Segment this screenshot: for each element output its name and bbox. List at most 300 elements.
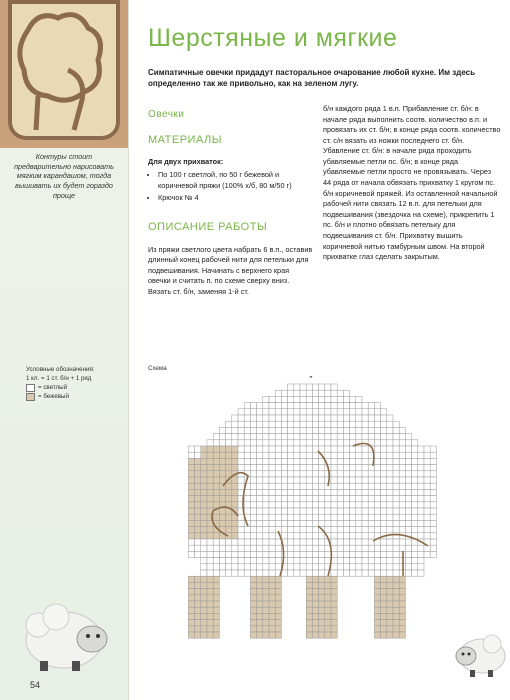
chart-stitch-cell <box>306 471 312 477</box>
chart-stitch-cell <box>269 527 275 533</box>
chart-stitch-cell <box>226 545 232 551</box>
chart-stitch-cell <box>362 520 368 526</box>
chart-stitch-cell <box>381 434 387 440</box>
chart-stitch-cell <box>312 595 318 601</box>
chart-stitch-cell <box>356 483 362 489</box>
chart-stitch-cell <box>275 483 281 489</box>
chart-stitch-cell <box>281 570 287 576</box>
chart-stitch-cell <box>356 520 362 526</box>
chart-stitch-cell <box>405 539 411 545</box>
chart-stitch-cell <box>405 471 411 477</box>
chart-stitch-cell <box>207 477 213 483</box>
chart-stitch-cell <box>238 558 244 564</box>
chart-stitch-cell <box>257 477 263 483</box>
chart-stitch-cell <box>356 458 362 464</box>
chart-stitch-cell <box>362 483 368 489</box>
chart-stitch-cell <box>362 452 368 458</box>
chart-stitch-cell <box>350 551 356 557</box>
chart-stitch-cell <box>331 390 337 396</box>
chart-stitch-cell <box>356 477 362 483</box>
chart-stitch-cell <box>238 477 244 483</box>
chart-stitch-cell <box>337 403 343 409</box>
chart-stitch-cell <box>188 502 194 508</box>
chart-stitch-cell <box>300 446 306 452</box>
chart-stitch-cell <box>263 514 269 520</box>
chart-stitch-cell <box>263 607 269 613</box>
chart-stitch-cell <box>412 458 418 464</box>
chart-stitch-cell <box>350 477 356 483</box>
chart-stitch-cell <box>294 471 300 477</box>
chart-stitch-cell <box>238 564 244 570</box>
chart-stitch-cell <box>412 440 418 446</box>
chart-stitch-cell <box>430 471 436 477</box>
chart-stitch-cell <box>325 514 331 520</box>
chart-stitch-cell <box>356 496 362 502</box>
chart-stitch-cell <box>319 440 325 446</box>
chart-stitch-cell <box>250 508 256 514</box>
chart-stitch-cell <box>263 434 269 440</box>
chart-stitch-cell <box>331 489 337 495</box>
chart-stitch-cell <box>207 607 213 613</box>
chart-stitch-cell <box>269 403 275 409</box>
chart-stitch-cell <box>263 421 269 427</box>
chart-stitch-cell <box>381 446 387 452</box>
chart-stitch-cell <box>263 533 269 539</box>
chart-stitch-cell <box>418 446 424 452</box>
chart-stitch-cell <box>201 551 207 557</box>
chart-stitch-cell <box>219 427 225 433</box>
chart-stitch-cell <box>387 564 393 570</box>
chart-stitch-cell <box>350 452 356 458</box>
chart-stitch-cell <box>244 558 250 564</box>
chart-stitch-cell <box>263 483 269 489</box>
chart-stitch-cell <box>337 446 343 452</box>
chart-stitch-cell <box>294 508 300 514</box>
chart-stitch-cell <box>374 613 380 619</box>
chart-stitch-cell <box>263 576 269 582</box>
chart-stitch-cell <box>387 632 393 638</box>
chart-stitch-cell <box>288 527 294 533</box>
chart-stitch-cell <box>362 570 368 576</box>
chart-stitch-cell <box>244 403 250 409</box>
chart-stitch-cell <box>244 409 250 415</box>
chart-stitch-cell <box>325 403 331 409</box>
chart-stitch-cell <box>374 415 380 421</box>
chart-stitch-cell <box>374 582 380 588</box>
chart-stitch-cell <box>201 626 207 632</box>
chart-stitch-cell <box>188 632 194 638</box>
chart-stitch-cell <box>412 489 418 495</box>
chart-stitch-cell <box>424 527 430 533</box>
chart-stitch-cell <box>238 434 244 440</box>
chart-stitch-cell <box>238 533 244 539</box>
chart-stitch-cell <box>312 384 318 390</box>
chart-stitch-cell <box>275 589 281 595</box>
chart-stitch-cell <box>325 601 331 607</box>
chart-stitch-cell <box>281 434 287 440</box>
chart-stitch-cell <box>294 539 300 545</box>
chart-stitch-cell <box>306 545 312 551</box>
chart-stitch-cell <box>207 502 213 508</box>
chart-stitch-cell <box>356 551 362 557</box>
chart-stitch-cell <box>381 452 387 458</box>
chart-stitch-cell <box>257 601 263 607</box>
chart-stitch-cell <box>201 489 207 495</box>
chart-stitch-cell <box>374 564 380 570</box>
chart-stitch-cell <box>381 421 387 427</box>
chart-stitch-cell <box>418 489 424 495</box>
chart-stitch-cell <box>238 551 244 557</box>
chart-stitch-cell <box>325 607 331 613</box>
chart-stitch-cell <box>213 558 219 564</box>
chart-stitch-cell <box>226 421 232 427</box>
chart-stitch-cell <box>275 421 281 427</box>
chart-stitch-cell <box>319 601 325 607</box>
chart-stitch-cell <box>269 576 275 582</box>
chart-stitch-cell <box>269 421 275 427</box>
chart-stitch-cell <box>288 384 294 390</box>
chart-stitch-cell <box>294 489 300 495</box>
chart-stitch-cell <box>387 434 393 440</box>
chart-stitch-cell <box>257 545 263 551</box>
chart-stitch-cell <box>195 582 201 588</box>
chart-stitch-cell <box>269 489 275 495</box>
chart-stitch-cell <box>250 452 256 458</box>
chart-stitch-cell <box>418 508 424 514</box>
chart-stitch-cell <box>337 458 343 464</box>
chart-stitch-cell <box>381 520 387 526</box>
chart-stitch-cell <box>207 545 213 551</box>
chart-stitch-cell <box>374 595 380 601</box>
chart-stitch-cell <box>288 446 294 452</box>
chart-stitch-cell <box>337 539 343 545</box>
chart-stitch-cell <box>263 601 269 607</box>
chart-stitch-cell <box>250 502 256 508</box>
chart-stitch-cell <box>393 434 399 440</box>
chart-stitch-cell <box>300 415 306 421</box>
chart-stitch-cell <box>188 520 194 526</box>
chart-stitch-cell <box>269 458 275 464</box>
chart-stitch-cell <box>238 465 244 471</box>
chart-stitch-cell <box>312 607 318 613</box>
chart-stitch-cell <box>362 502 368 508</box>
chart-stitch-cell <box>195 632 201 638</box>
chart-stitch-cell <box>418 564 424 570</box>
materials-heading: МАТЕРИАЛЫ <box>148 133 222 146</box>
chart-stitch-cell <box>269 595 275 601</box>
chart-stitch-cell <box>201 607 207 613</box>
chart-stitch-cell <box>188 607 194 613</box>
chart-stitch-cell <box>319 384 325 390</box>
chart-stitch-cell <box>306 539 312 545</box>
chart-stitch-cell <box>319 489 325 495</box>
chart-stitch-cell <box>325 496 331 502</box>
chart-stitch-cell <box>374 558 380 564</box>
chart-stitch-cell <box>374 626 380 632</box>
chart-stitch-cell <box>207 452 213 458</box>
chart-stitch-cell <box>219 452 225 458</box>
chart-stitch-cell <box>257 613 263 619</box>
chart-stitch-cell <box>244 458 250 464</box>
chart-stitch-cell <box>399 520 405 526</box>
chart-stitch-cell <box>294 558 300 564</box>
chart-stitch-cell <box>387 589 393 595</box>
chart-stitch-cell <box>226 471 232 477</box>
chart-stitch-cell <box>207 527 213 533</box>
chart-stitch-cell <box>263 595 269 601</box>
chart-stitch-cell <box>368 570 374 576</box>
chart-stitch-cell <box>201 620 207 626</box>
chart-stitch-cell <box>300 421 306 427</box>
chart-stitch-cell <box>312 632 318 638</box>
chart-stitch-cell <box>325 626 331 632</box>
chart-stitch-cell <box>207 626 213 632</box>
chart-stitch-cell <box>188 589 194 595</box>
chart-stitch-cell <box>201 471 207 477</box>
chart-stitch-cell <box>263 520 269 526</box>
chart-stitch-cell <box>337 471 343 477</box>
chart-stitch-cell <box>288 396 294 402</box>
chart-stitch-cell <box>207 440 213 446</box>
chart-stitch-cell <box>319 632 325 638</box>
chart-stitch-cell <box>374 576 380 582</box>
chart-stitch-cell <box>387 601 393 607</box>
chart-stitch-cell <box>300 527 306 533</box>
chart-stitch-cell <box>288 489 294 495</box>
chart-stitch-cell <box>269 613 275 619</box>
chart-stitch-cell <box>374 409 380 415</box>
chart-stitch-cell <box>418 570 424 576</box>
chart-stitch-cell <box>288 465 294 471</box>
chart-stitch-cell <box>300 514 306 520</box>
chart-stitch-cell <box>312 589 318 595</box>
chart-stitch-cell <box>300 564 306 570</box>
chart-stitch-cell <box>294 452 300 458</box>
chart-stitch-cell <box>195 527 201 533</box>
chart-stitch-cell <box>374 434 380 440</box>
chart-stitch-cell <box>281 527 287 533</box>
chart-stitch-cell <box>294 570 300 576</box>
chart-stitch-cell <box>374 620 380 626</box>
chart-stitch-cell <box>207 613 213 619</box>
chart-stitch-cell <box>201 452 207 458</box>
chart-stitch-cell <box>201 533 207 539</box>
chart-stitch-cell <box>244 545 250 551</box>
chart-stitch-cell <box>201 502 207 508</box>
chart-stitch-cell <box>275 564 281 570</box>
chart-stitch-cell <box>294 396 300 402</box>
chart-stitch-cell <box>207 446 213 452</box>
chart-stitch-cell <box>219 508 225 514</box>
chart-stitch-cell <box>306 620 312 626</box>
chart-stitch-cell <box>405 452 411 458</box>
chart-stitch-cell <box>362 415 368 421</box>
chart-stitch-cell <box>238 527 244 533</box>
chart-stitch-cell <box>387 508 393 514</box>
chart-stitch-cell <box>312 570 318 576</box>
chart-stitch-cell <box>257 458 263 464</box>
chart-stitch-cell <box>195 589 201 595</box>
chart-stitch-cell <box>250 595 256 601</box>
chart-stitch-cell <box>356 396 362 402</box>
chart-stitch-cell <box>331 483 337 489</box>
chart-stitch-cell <box>294 483 300 489</box>
chart-stitch-cell <box>393 576 399 582</box>
chart-stitch-cell <box>368 489 374 495</box>
legend-rule: 1 кл. = 1 ст. б/н + 1 ряд <box>26 374 92 382</box>
legend-item-label: = светлый <box>38 383 68 391</box>
project-title: Овечки <box>148 109 185 120</box>
chart-stitch-cell <box>368 434 374 440</box>
chart-stitch-cell <box>368 502 374 508</box>
chart-stitch-cell <box>263 545 269 551</box>
chart-stitch-cell <box>213 434 219 440</box>
chart-stitch-cell <box>232 551 238 557</box>
chart-stitch-cell <box>331 613 337 619</box>
chart-stitch-cell <box>405 477 411 483</box>
chart-stitch-cell <box>399 595 405 601</box>
chart-stitch-cell <box>337 390 343 396</box>
chart-stitch-cell <box>319 403 325 409</box>
chart-stitch-cell <box>244 452 250 458</box>
chart-stitch-cell <box>306 477 312 483</box>
chart-stitch-cell <box>312 582 318 588</box>
chart-stitch-cell <box>325 409 331 415</box>
chart-stitch-cell <box>362 427 368 433</box>
chart-stitch-cell <box>201 520 207 526</box>
chart-stitch-cell <box>381 564 387 570</box>
chart-stitch-cell <box>188 533 194 539</box>
chart-stitch-cell <box>368 421 374 427</box>
chart-stitch-cell <box>387 427 393 433</box>
chart-stitch-cell <box>387 607 393 613</box>
chart-stitch-cell <box>263 582 269 588</box>
chart-stitch-cell <box>368 496 374 502</box>
chart-stitch-cell <box>250 620 256 626</box>
chart-stitch-cell <box>319 446 325 452</box>
chart-stitch-cell <box>275 446 281 452</box>
chart-stitch-cell <box>263 471 269 477</box>
chart-stitch-cell <box>350 564 356 570</box>
chart-stitch-cell <box>319 626 325 632</box>
chart-stitch-cell <box>325 446 331 452</box>
chart-stitch-cell <box>350 465 356 471</box>
chart-stitch-cell <box>288 508 294 514</box>
chart-stitch-cell <box>325 582 331 588</box>
chart-stitch-cell <box>201 446 207 452</box>
chart-stitch-cell <box>312 403 318 409</box>
chart-stitch-cell <box>418 458 424 464</box>
chart-stitch-cell <box>430 508 436 514</box>
chart-stitch-cell <box>281 551 287 557</box>
chart-stitch-cell <box>387 520 393 526</box>
chart-stitch-cell <box>374 514 380 520</box>
chart-stitch-cell <box>207 496 213 502</box>
chart-stitch-cell <box>412 564 418 570</box>
chart-stitch-cell <box>387 539 393 545</box>
chart-stitch-cell <box>319 576 325 582</box>
chart-stitch-cell <box>343 390 349 396</box>
chart-stitch-cell <box>294 520 300 526</box>
chart-stitch-cell <box>374 489 380 495</box>
chart-stitch-cell <box>331 514 337 520</box>
chart-stitch-cell <box>257 434 263 440</box>
chart-stitch-cell <box>350 471 356 477</box>
chart-stitch-cell <box>331 601 337 607</box>
chart-stitch-cell <box>213 564 219 570</box>
chart-stitch-cell <box>300 545 306 551</box>
chart-stitch-cell <box>306 533 312 539</box>
chart-stitch-cell <box>238 446 244 452</box>
chart-stitch-cell <box>343 477 349 483</box>
chart-stitch-cell <box>430 458 436 464</box>
chart-stitch-cell <box>374 403 380 409</box>
chart-stitch-cell <box>337 427 343 433</box>
chart-stitch-cell <box>331 502 337 508</box>
chart-stitch-cell <box>356 570 362 576</box>
chart-stitch-cell <box>188 514 194 520</box>
chart-stitch-cell <box>387 620 393 626</box>
intro-text: Симпатичные овечки придадут пасторальное очарование любой кухне. Им здесь определенно так же привольно, как на зеленом лугу. <box>148 68 476 88</box>
chart-stitch-cell <box>331 582 337 588</box>
chart-stitch-cell <box>201 465 207 471</box>
chart-stitch-cell <box>306 570 312 576</box>
chart-stitch-cell <box>381 595 387 601</box>
chart-stitch-cell <box>418 496 424 502</box>
chart-stitch-cell <box>331 496 337 502</box>
chart-stitch-cell <box>331 589 337 595</box>
chart-stitch-cell <box>294 514 300 520</box>
chart-stitch-cell <box>418 452 424 458</box>
chart-stitch-cell <box>337 570 343 576</box>
chart-stitch-cell <box>418 533 424 539</box>
chart-stitch-cell <box>374 551 380 557</box>
chart-stitch-cell <box>226 489 232 495</box>
chart-stitch-cell <box>343 570 349 576</box>
chart-stitch-cell <box>244 421 250 427</box>
chart-stitch-cell <box>275 551 281 557</box>
legend-item-light <box>26 384 95 393</box>
chart-stitch-cell <box>337 409 343 415</box>
chart-stitch-cell <box>257 415 263 421</box>
chart-stitch-cell <box>387 595 393 601</box>
chart-stitch-cell <box>275 545 281 551</box>
chart-stitch-cell <box>325 508 331 514</box>
chart-stitch-cell <box>263 508 269 514</box>
chart-stitch-cell <box>374 520 380 526</box>
legend <box>26 366 95 402</box>
chart-stitch-cell <box>306 564 312 570</box>
chart-stitch-cell <box>331 570 337 576</box>
chart-stitch-cell <box>244 539 250 545</box>
chart-stitch-cell <box>275 539 281 545</box>
chart-stitch-cell <box>412 446 418 452</box>
chart-stitch-cell <box>306 396 312 402</box>
chart-stitch-cell <box>281 489 287 495</box>
chart-stitch-cell <box>312 440 318 446</box>
chart-stitch-cell <box>387 477 393 483</box>
chart-stitch-cell <box>343 434 349 440</box>
chart-stitch-cell <box>294 403 300 409</box>
chart-stitch-cell <box>399 483 405 489</box>
chart-stitch-cell <box>325 502 331 508</box>
chart-stitch-cell <box>405 564 411 570</box>
light-swatch-icon <box>26 384 35 392</box>
chart-stitch-cell <box>381 458 387 464</box>
chart-stitch-cell <box>250 465 256 471</box>
chart-stitch-cell <box>381 489 387 495</box>
chart-stitch-cell <box>399 582 405 588</box>
